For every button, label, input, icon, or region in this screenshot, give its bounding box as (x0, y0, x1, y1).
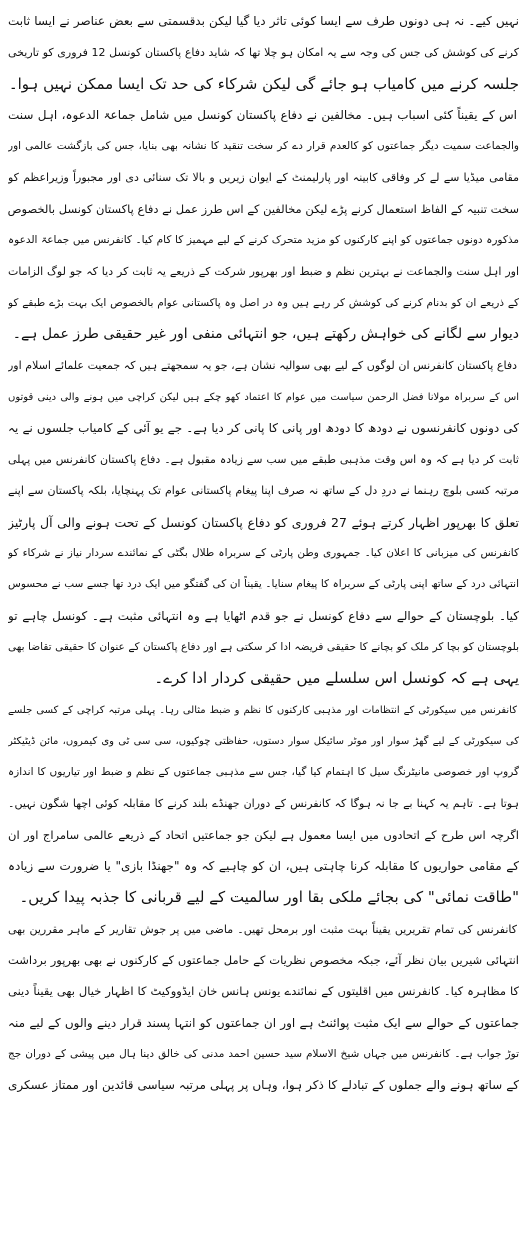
paragraph-line: تعلق کا بھرپور اظہار کرتے ہوئے 27 فروری کو دفاع پاکستان کونسل کے تحت ہونے والی آل پارٹیز (8, 514, 519, 530)
paragraph-line: دفاع پاکستان کانفرنس ان لوگوں کے لیے بھی سوالیہ نشان ہے، جو یہ سمجھتے ہیں کہ جمعیت علمائے اسلام اور (8, 359, 517, 373)
paragraph-line: جماعتوں کے حوالے سے ایک مثبت پوائنٹ ہے اور ان جماعتوں کو انتہا پسند قرار دینے والوں کے لیے منہ (8, 1015, 519, 1030)
article-paragraph-2 (8, 100, 519, 350)
paragraph-line: مرتبہ کسی بلوچ رہنما نے دردِ دل کے ساتھ نہ صرف اپنا پیغام پاکستانی عوام تک پہنچایا، بلکہ پاکستان سے اپنے (8, 484, 519, 498)
paragraph-line: اس کے یقیناً کئی اسباب ہیں۔ مخالفین نے دفاع پاکستان کونسل میں شامل جماعۃ الدعوہ، اہل سنت (8, 107, 517, 122)
paragraph-line: یہی ہے کہ کونسل اس سلسلے میں حقیقی کردار ادا کرے۔ (154, 669, 519, 688)
paragraph-line: توڑ جواب ہے۔ کانفرنس میں جہاں شیخ الاسلام سید حسین احمد مدنی کی خالق دینا ہال میں پیشی کے دوران جج (8, 1047, 519, 1060)
article-paragraph-5 (8, 914, 519, 1102)
paragraph-line: اگرچہ اس طرح کے اتحادوں میں ایسا معمول ہے لیکن جو جماعتیں اتحاد کے ذریعے عالمی سامراج اور ان (8, 827, 519, 842)
paragraph-line: سخت تنبیہ کے الفاظ استعمال کرنے پڑے لیکن مخالفین کے اس طرز عمل نے دفاع پاکستان کونسل بالخصوص (8, 201, 519, 216)
paragraph-line: گروپ اور خصوصی مانیٹرنگ سیل کا اہتمام کیا گیا، جس سے مذہبی جماعتوں کے نظم و ضبط اور تیاریوں کا اندازہ (8, 766, 519, 779)
paragraph-line: نہیں کیے۔ نہ ہی دونوں طرف سے ایسا کوئی تاثر دیا گیا لیکن بدقسمتی سے بعض عناصر نے ایسا ثابت (8, 14, 519, 28)
paragraph-line: "طاقت نمائی" کی بجائے ملکی بقا اور سالمیت کے لیے قربانی کا جذبہ پیدا کریں۔ (19, 888, 519, 907)
paragraph-line: کانفرنس میں سیکورٹی کے انتظامات اور مذہبی کارکنوں کا نظم و ضبط مثالی رہا۔ پہلی مرتبہ کراچی کے کسی جلسے (8, 704, 517, 716)
paragraph-line: کے ذریعے ان کو بدنام کرنے کی کوشش کر رہے ہیں وہ در اصل وہ پاکستانی عوام بالخصوص ایک بہت بڑے طبقے کو (8, 296, 519, 309)
paragraph-line: کے ساتھ ہونے والے جملوں کے تبادلے کا ذکر ہوا، وہاں پر پہلی مرتبہ سیاسی قائدین اور ممتاز عسکری (8, 1078, 519, 1093)
paragraph-line: اس کے سربراہ مولانا فضل الرحمن سیاست میں عوام کا اعتماد کھو چکے ہیں لیکن کراچی میں ہونے والی دینی قوتوں (8, 391, 519, 403)
paragraph-line: بلوچستان کو بچا کر ملک کو بچانے کا حقیقی فریضہ ادا کر سکتی ہے اور دفاع پاکستان کے عنوان کا حقیقی تقاضا بھی (8, 640, 519, 653)
paragraph-line: کرنے کی کوشش کی جس کی وجہ سے یہ امکان ہو چلا تھا کہ شاید دفاع پاکستان کونسل 12 فروری کو تاریخی (8, 46, 519, 60)
paragraph-line: کانفرنس کی تمام تقریریں یقیناً بہت مثبت اور برمحل تھیں۔ ماضی میں پر جوش تقاریر کے ماہر مقررین بھی (8, 922, 517, 936)
paragraph-line: کا مظاہرہ کیا۔ کانفرنس میں اقلیتوں کے نمائندے یونس ہانس خان ایڈووکیٹ کا اظہار خیال بھی یقیناً دینی (8, 984, 519, 999)
article-paragraph-1 (8, 6, 519, 100)
paragraph-line: کی سیکورٹی کے لیے گھڑ سوار اور موٹر سائیکل سوار دستوں، حفاظتی چوکیوں، سی سی ٹی وی کیمروں، مائن ڈیٹیکٹر (8, 735, 519, 747)
paragraph-line: مذکورہ دونوں جماعتوں کو اپنے کارکنوں کو مزید متحرک کرنے کے لیے مہمیز کا کام کیا۔ کانفرنس میں جماعۃ الدعوہ (8, 234, 519, 247)
article-paragraph-4 (8, 695, 519, 914)
paragraph-line: انتہائی درد کے ساتھ اپنی پارٹی کے سربراہ کا پیغام سنایا۔ یقیناً ان کی گفتگو میں ایک درد تھا جسے سب نے محسوس (8, 578, 519, 591)
paragraph-line: جلسہ کرنے میں کامیاب ہو جائے گی لیکن شرکاء کی حد تک ایسا ممکن نہیں ہوا۔ (8, 74, 519, 93)
paragraph-line: انتہائی شیریں بیان نظر آئے، جبکہ مخصوص نظریات کے حامل جماعتوں کے کارکنوں نے بھی بھرپور برداشت (8, 952, 519, 967)
paragraph-line: والجماعت سمیت دیگر جماعتوں کو کالعدم قرار دے کر سخت تنقید کا نشانہ بھی بنایا، جس کی بازگشت عالمی اور (8, 140, 519, 153)
article-paragraph-3 (8, 350, 519, 694)
paragraph-line: کانفرنس کی میزبانی کا اعلان کیا۔ جمہوری وطن پارٹی کے سربراہ طلال بگٹی کے نمائندے سردار نیاز نے شرکاء کو (8, 547, 519, 560)
paragraph-line: کیا۔ بلوچستان کے حوالے سے دفاع کونسل نے جو قدم اٹھایا ہے وہ انتہائی مثبت ہے۔ کونسل چاہے تو (8, 608, 519, 623)
paragraph-line: دیوار سے لگانے کی خواہش رکھتے ہیں، جو انتہائی منفی اور غیر حقیقی طرز عمل ہے۔ (12, 325, 519, 342)
paragraph-line: ہوتا ہے۔ تاہم یہ کہنا بے جا نہ ہوگا کہ کانفرنس کے دوران جھنڈے بلند کرنے کا مقابلہ کوئی اچھا شگون نہیں۔ (8, 797, 519, 811)
paragraph-line: اور اہل سنت والجماعت نے بہترین نظم و ضبط اور بھرپور شرکت کے ذریعے یہ ثابت کر دیا کہ جو لوگ الزامات (8, 265, 519, 279)
paragraph-line: ثابت کر دیا ہے کہ وہ اس وقت مذہبی طبقے میں سب سے زیادہ مقبول ہے۔ دفاع پاکستان کانفرنس میں پہلی (8, 453, 519, 467)
paragraph-line: مقامی میڈیا سے لے کر وفاقی کابینہ اور پارلیمنٹ کے ایوان زیریں و بالا تک سنائی دی اور مجبوراً وزیراعظم کو (8, 171, 519, 185)
paragraph-line: کی دونوں کانفرنسوں نے دودھ کا دودھ اور پانی کا پانی کر دیا ہے۔ جے یو آئی کے کامیاب جلسوں نے یہ (8, 420, 519, 435)
paragraph-line: کے مقامی حواریوں کا مقابلہ کرنا چاہتی ہیں، ان کو چاہیے کہ وہ "جھنڈا بازی" یا ضرورت سے زیادہ (8, 859, 519, 874)
